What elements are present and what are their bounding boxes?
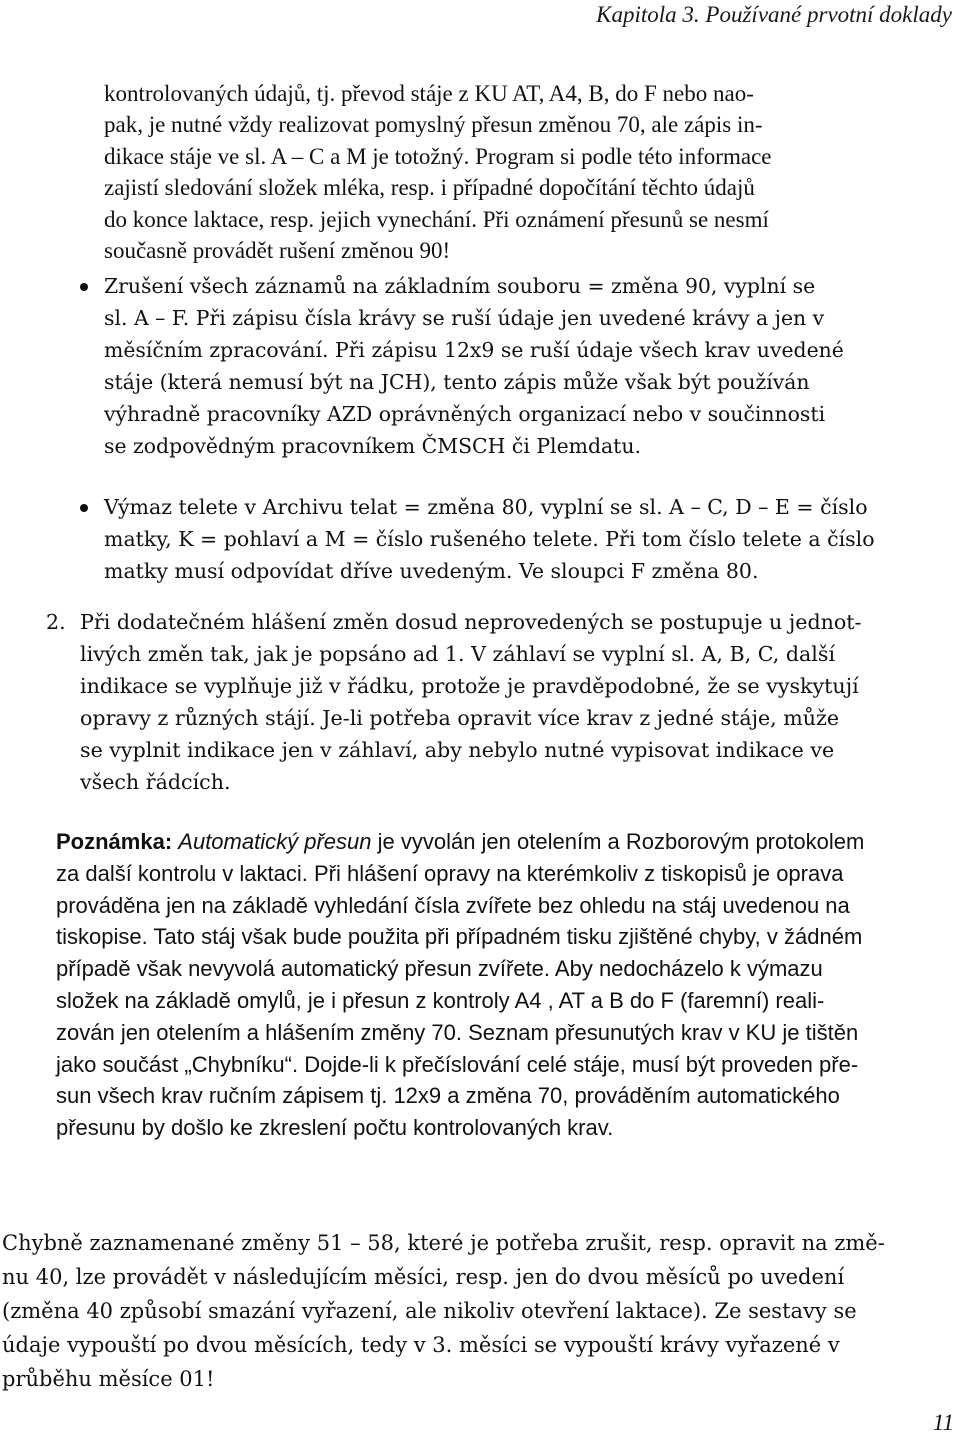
text-line: pak, je nutné vždy realizovat pomyslný přesun změnou 70, ale zápis in- (104, 112, 763, 138)
text-line: výhradně pracovníky AZD oprávněných organizací nebo v součinnosti (104, 402, 826, 426)
text-line: případě však nevyvolá automatický přesun zvířete. Aby nedocházelo k výmazu (56, 956, 823, 982)
text-line: dikace stáje ve sl. A – C a M je totožný. Program si podle této informace (104, 143, 772, 169)
text-line: průběhu měsíce 01! (2, 1367, 215, 1391)
running-header: Kapitola 3. Používané prvotní doklady (596, 2, 952, 27)
text-line: přesunu by došlo ke zkreslení počtu kontrolovaných krav. (56, 1115, 614, 1141)
text-line: se zodpovědným pracovníkem ČMSCH či Plemdatu. (104, 434, 641, 458)
text-line: zován jen otelením a hlášením změny 70. Seznam přesunutých krav v KU je tištěn (56, 1019, 859, 1045)
bullet-icon (80, 504, 88, 512)
text-line: údaje vypouští po dvou měsících, tedy v 3. měsíci se vypouští krávy vyřazené v (2, 1333, 840, 1357)
text-line: za další kontrolu v laktaci. Při hlášení opravy na kterémkoliv z tiskopisů je oprava (56, 860, 844, 886)
page-number: 11 (932, 1410, 954, 1435)
text-line: kontrolovaných údajů, tj. převod stáje z KU AT, A4, B, do F nebo nao- (104, 81, 754, 106)
note-emphasis: Automatický přesun (178, 829, 372, 854)
text-line: tiskopise. Tato stáj však bude použita při případném tisku zjištěné chyby, v žádném (56, 924, 863, 950)
bullet-text (104, 491, 960, 587)
text-line: Při dodatečném hlášení změn dosud neprovedených se postupuje u jednot- (80, 610, 862, 634)
text-line: složek na základě omylů, je i přesun z kontroly A4 , AT a B do F (faremní) reali- (56, 987, 825, 1013)
text-line: do konce laktace, resp. jejich vynechání. Při oznámení přesunů se nesmí (104, 206, 769, 232)
text-line: jako součást „Chybníku“. Dojde-li k přečíslování celé stáje, musí být proveden pře- (56, 1051, 859, 1077)
text-line: indikace se vyplňuje již v řádku, protože je pravděpodobné, že se vyskytují (80, 674, 859, 698)
text-line: zajistí sledování složek mléka, resp. i případné dopočítání těchto údajů (104, 175, 755, 201)
text-line: nu 40, lze provádět v následujícím měsíci, resp. jen do dvou měsíců po uvedení (2, 1265, 845, 1289)
bullet-text (104, 270, 960, 462)
note-first-line (56, 826, 960, 858)
text-line: se vyplnit indikace jen v záhlaví, aby nebylo nutné vypisovat indikace ve (80, 738, 835, 762)
continuation-paragraph (104, 78, 960, 266)
text-line: stáje (která nemusí být na JCH), tento zápis může však být používán (104, 370, 810, 394)
text-line: livých změn tak, jak je popsáno ad 1. V záhlaví se vyplní sl. A, B, C, další (80, 642, 836, 666)
text-line: všech řádcích. (80, 770, 231, 794)
text-line: měsíčním zpracování. Při zápisu 12x9 se ruší údaje všech krav uvedené (104, 338, 844, 362)
bullet-icon (80, 283, 88, 291)
text-line: Zrušení všech záznamů na základním souboru = změna 90, vyplní se (104, 274, 816, 298)
text-line: sl. A – F. Při zápisu čísla krávy se ruší údaje jen uvedené krávy a jen v (104, 306, 825, 330)
text-line: matky, K = pohlaví a M = číslo rušeného telete. Při tom číslo telete a číslo (104, 527, 875, 551)
text-line: matky musí odpovídat dříve uvedeným. Ve sloupci F změna 80. (104, 559, 759, 583)
text-line: Výmaz telete v Archivu telat = změna 80, vyplní se sl. A – C, D – E = číslo (104, 495, 868, 519)
final-paragraph (2, 1226, 960, 1396)
note-block (56, 826, 960, 1144)
text-line: prováděna jen na základě vyhledání čísla zvířete bez ohledu na stáj uvedenou na (56, 892, 850, 918)
note-first-rest: je vyvolán jen otelením a Rozborovým protokolem (371, 829, 865, 854)
text-line: současně provádět rušení změnou 90! (104, 238, 451, 264)
item-text (80, 606, 960, 798)
text-line: (změna 40 způsobí smazání vyřazení, ale nikoliv otevření laktace). Ze sestavy se (2, 1299, 857, 1323)
note-label: Poznámka: (56, 829, 173, 854)
text-line: sun všech krav ručním zápisem tj. 12x9 a změna 70, prováděním automatického (56, 1083, 840, 1109)
item-number: 2. (46, 610, 66, 634)
text-line: Chybně zaznamenané změny 51 – 58, které je potřeba zrušit, resp. opravit na změ- (2, 1231, 885, 1255)
text-line: opravy z různých stájí. Je-li potřeba opravit více krav z jedné stáje, může (80, 706, 840, 730)
